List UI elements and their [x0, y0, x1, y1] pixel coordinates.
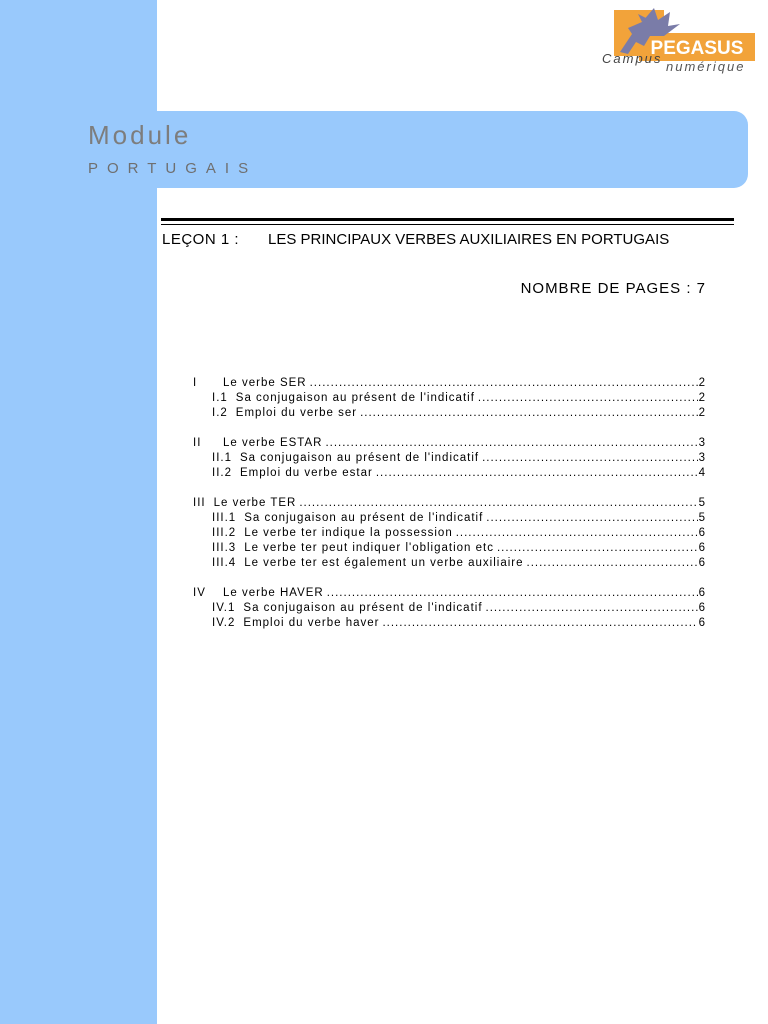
toc-title: Le verbe HAVER — [223, 587, 324, 599]
toc-number: I.2 — [212, 407, 228, 419]
toc-leader — [324, 586, 698, 601]
toc-entry[interactable] — [193, 586, 706, 601]
toc-entry[interactable] — [193, 556, 706, 571]
toc-page: 5 — [698, 512, 706, 524]
toc-page: 6 — [698, 587, 706, 599]
logo-numerique: numérique — [666, 59, 746, 74]
toc-leader — [483, 601, 698, 616]
lesson-label: LEÇON 1 : — [162, 231, 240, 248]
toc-entry[interactable] — [193, 466, 706, 481]
toc-number: II — [193, 437, 202, 449]
toc-title: Le verbe TER — [213, 497, 297, 509]
toc-number: III.2 — [212, 527, 237, 539]
toc-entry[interactable] — [193, 496, 706, 511]
toc-entry[interactable] — [193, 436, 706, 451]
toc-number: IV.1 — [212, 602, 236, 614]
logo-brand: PEGASUS — [650, 38, 744, 59]
header-rule-thick — [161, 218, 734, 221]
toc-leader — [524, 556, 698, 571]
toc-number: III.1 — [212, 512, 237, 524]
page-count: NOMBRE DE PAGES : 7 — [520, 280, 706, 297]
toc-leader — [307, 376, 698, 391]
toc-page: 2 — [698, 407, 706, 419]
toc-page: 6 — [698, 542, 706, 554]
toc-entry[interactable] — [193, 391, 706, 406]
toc-number: IV.2 — [212, 617, 236, 629]
toc-page: 6 — [698, 527, 706, 539]
pegasus-logo — [598, 6, 760, 76]
toc-page: 2 — [698, 392, 706, 404]
toc-leader — [296, 496, 697, 511]
toc-leader — [322, 436, 697, 451]
toc-number: III.3 — [212, 542, 237, 554]
toc-title: Le verbe ter indique la possession — [244, 527, 453, 539]
toc-entry[interactable] — [193, 511, 706, 526]
toc-leader — [453, 526, 698, 541]
toc-entry[interactable] — [193, 376, 706, 391]
toc-number: III — [193, 497, 206, 509]
toc-title: Sa conjugaison au présent de l'indicatif — [235, 392, 475, 404]
toc-entry[interactable] — [193, 601, 706, 616]
toc-page: 6 — [698, 557, 706, 569]
toc-number: IV — [193, 587, 206, 599]
toc-entry[interactable] — [193, 616, 706, 631]
toc-number: III.4 — [212, 557, 237, 569]
toc-leader — [475, 391, 698, 406]
toc-leader — [379, 616, 697, 631]
sidebar-band — [0, 0, 157, 1024]
toc-entry[interactable] — [193, 406, 706, 421]
toc-title: Sa conjugaison au présent de l'indicatif — [244, 512, 484, 524]
toc-number: II.1 — [212, 452, 232, 464]
toc-page: 5 — [698, 497, 706, 509]
toc-title: Le verbe ter est également un verbe auxiliaire — [244, 557, 524, 569]
toc-title: Sa conjugaison au présent de l'indicatif — [239, 452, 480, 464]
header-rule-thin — [161, 224, 734, 225]
toc-title: Emploi du verbe haver — [243, 617, 380, 629]
toc-leader — [373, 466, 698, 481]
table-of-contents — [193, 376, 706, 631]
logo-campus: Campus — [602, 51, 663, 66]
toc-title: Emploi du verbe ser — [235, 407, 358, 419]
module-subtitle: PORTUGAIS — [88, 160, 258, 177]
toc-page: 2 — [698, 377, 706, 389]
toc-page: 3 — [698, 437, 706, 449]
toc-title: Le verbe SER — [223, 377, 307, 389]
module-title: Module — [88, 120, 192, 150]
toc-page: 6 — [698, 602, 706, 614]
toc-entry[interactable] — [193, 541, 706, 556]
toc-page: 6 — [698, 617, 706, 629]
toc-title: Le verbe ESTAR — [223, 437, 323, 449]
toc-number: I — [193, 377, 198, 389]
toc-title: Sa conjugaison au présent de l'indicatif — [243, 602, 483, 614]
lesson-title: LES PRINCIPAUX VERBES AUXILIAIRES EN PORTUGAIS — [268, 231, 670, 248]
toc-page: 3 — [698, 452, 706, 464]
toc-entry[interactable] — [193, 526, 706, 541]
toc-page: 4 — [698, 467, 706, 479]
toc-entry[interactable] — [193, 451, 706, 466]
toc-number: I.1 — [212, 392, 228, 404]
toc-title: Le verbe ter peut indiquer l'obligation etc — [244, 542, 494, 554]
toc-leader — [357, 406, 698, 421]
toc-number: II.2 — [212, 467, 232, 479]
toc-title: Emploi du verbe estar — [239, 467, 373, 479]
toc-leader — [479, 451, 698, 466]
toc-leader — [494, 541, 698, 556]
toc-leader — [483, 511, 697, 526]
